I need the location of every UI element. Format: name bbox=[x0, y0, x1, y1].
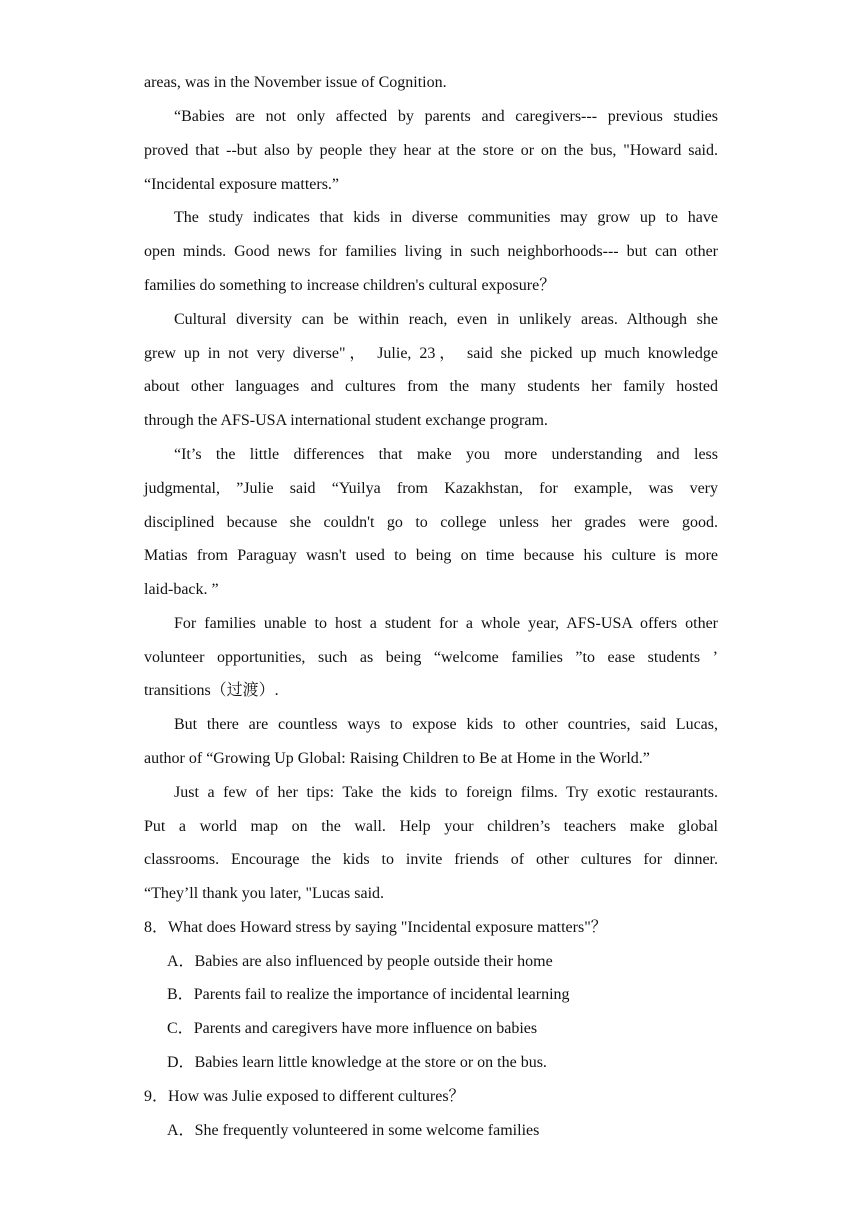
option-8d[interactable] bbox=[167, 1053, 547, 1073]
passage-line: classrooms. Encourage the kids to invite friends of other cultures for dinner. bbox=[144, 851, 718, 868]
passage-line: “Babies are not only affected by parents and caregivers--- previous studies bbox=[174, 108, 718, 125]
passage-line: Matias from Paraguay wasn't used to being on time because his culture is more bbox=[144, 547, 718, 564]
option-text: Parents fail to realize the importance of incidental learning bbox=[193, 986, 570, 1003]
passage-line: proved that --but also by people they hear at the store or on the bus, "Howard said. bbox=[144, 142, 718, 159]
passage-line: But there are countless ways to expose kids to other countries, said Lucas, bbox=[174, 716, 718, 733]
question-stem: What does Howard stress by saying "Incidental exposure matters"？ bbox=[168, 919, 607, 936]
question-number: 8． bbox=[144, 919, 169, 936]
passage-line: Just a few of her tips: Take the kids to foreign films. Try exotic restaurants. bbox=[174, 784, 718, 801]
passage-line: “They’ll thank you later, "Lucas said. bbox=[144, 885, 385, 902]
passage-line: about other languages and cultures from the many students her family hosted bbox=[144, 378, 718, 395]
passage-line: The study indicates that kids in diverse communities may grow up to have bbox=[174, 209, 718, 226]
passage-line: grew up in not very diverse"， Julie, 23， said she picked up much knowledge bbox=[144, 345, 718, 362]
passage-line: “It’s the little differences that make you more understanding and less bbox=[174, 446, 718, 463]
option-letter: D． bbox=[167, 1054, 195, 1071]
passage-line: laid-back. ” bbox=[144, 581, 219, 598]
question-stem: How was Julie exposed to different cultures？ bbox=[168, 1088, 465, 1105]
question-8 bbox=[144, 918, 607, 938]
passage-line: For families unable to host a student for a whole year, AFS-USA offers other bbox=[174, 615, 718, 632]
passage-line: judgmental, ”Julie said “Yuilya from Kazakhstan, for example, was very bbox=[144, 480, 718, 497]
option-letter: B． bbox=[167, 986, 194, 1003]
option-8b[interactable] bbox=[167, 985, 570, 1005]
option-text: Parents and caregivers have more influence on babies bbox=[193, 1020, 538, 1037]
question-number: 9． bbox=[144, 1088, 169, 1105]
option-letter: A． bbox=[167, 953, 195, 970]
option-letter: C． bbox=[167, 1020, 194, 1037]
passage-line: Cultural diversity can be within reach, even in unlikely areas. Although she bbox=[174, 311, 718, 328]
option-text: Babies are also influenced by people outside their home bbox=[194, 953, 553, 970]
question-9 bbox=[144, 1087, 465, 1107]
passage-line: transitions（过渡）. bbox=[144, 682, 279, 699]
option-8c[interactable] bbox=[167, 1019, 537, 1039]
option-9a[interactable] bbox=[167, 1121, 539, 1141]
passage-line: volunteer opportunities, such as being “welcome families ”to ease students ’ bbox=[144, 649, 718, 666]
option-letter: A． bbox=[167, 1122, 195, 1139]
passage-line: through the AFS-USA international student exchange program. bbox=[144, 412, 548, 429]
passage-line: “Incidental exposure matters.” bbox=[144, 176, 340, 193]
passage-line: areas, was in the November issue of Cognition. bbox=[144, 74, 447, 91]
option-8a[interactable] bbox=[167, 952, 553, 972]
passage-line: author of “Growing Up Global: Raising Children to Be at Home in the World.” bbox=[144, 750, 650, 767]
passage-line: Put a world map on the wall. Help your children’s teachers make global bbox=[144, 818, 718, 835]
passage-line: families do something to increase children's cultural exposure？ bbox=[144, 277, 556, 294]
option-text: She frequently volunteered in some welcome families bbox=[194, 1122, 540, 1139]
option-text: Babies learn little knowledge at the store or on the bus. bbox=[194, 1054, 547, 1071]
passage-line: open minds. Good news for families living in such neighborhoods--- but can other bbox=[144, 243, 718, 260]
passage-line: disciplined because she couldn't go to college unless her grades were good. bbox=[144, 514, 718, 531]
